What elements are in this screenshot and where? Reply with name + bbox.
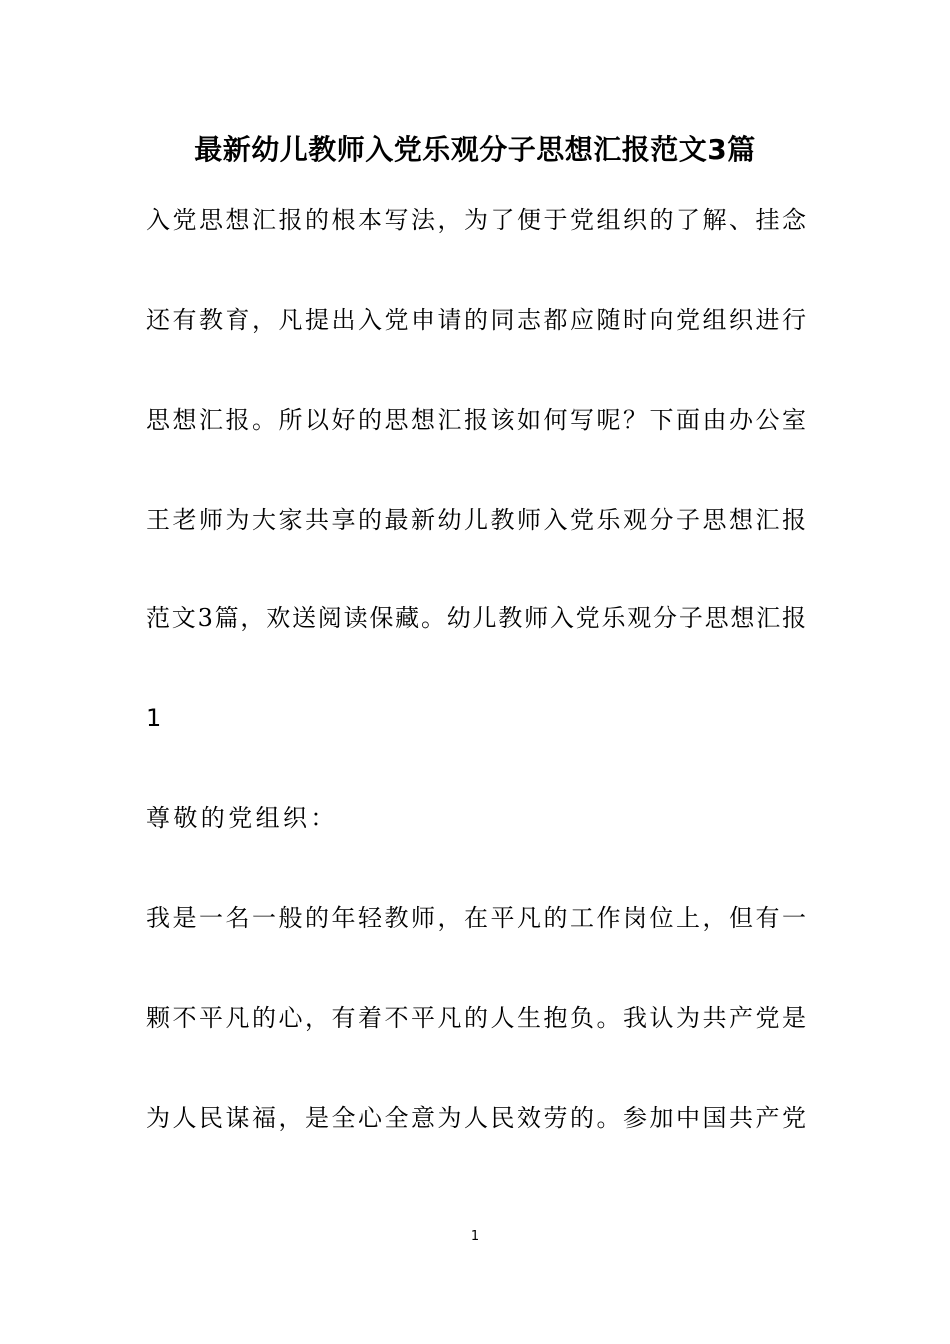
paragraph-line: 为人民谋福，是全心全意为人民效劳的。参加中国共产党 (146, 1104, 806, 1132)
paragraph-line: 颗不平凡的心，有着不平凡的人生抱负。我认为共产党是 (146, 1004, 806, 1032)
paragraph-line: 入党思想汇报的根本写法，为了便于党组织的了解、挂念 (146, 206, 806, 234)
paragraph-line: 我是一名一般的年轻教师，在平凡的工作岗位上，但有一 (146, 904, 806, 932)
paragraph-line: 1 (146, 704, 165, 732)
paragraph-line: 思想汇报。所以好的思想汇报该如何写呢？下面由办公室 (146, 406, 806, 434)
document-title: 最新幼儿教师入党乐观分子思想汇报范文3篇 (194, 133, 756, 166)
paragraph-line: 还有教育，凡提出入党申请的同志都应随时向党组织进行 (146, 306, 806, 334)
paragraph-line: 范文3篇，欢送阅读保藏。幼儿教师入党乐观分子思想汇报 (146, 604, 806, 632)
salutation: 尊敬的党组织： (146, 804, 338, 832)
paragraph-line: 王老师为大家共享的最新幼儿教师入党乐观分子思想汇报 (146, 506, 806, 534)
page-number: 1 (470, 1229, 480, 1244)
